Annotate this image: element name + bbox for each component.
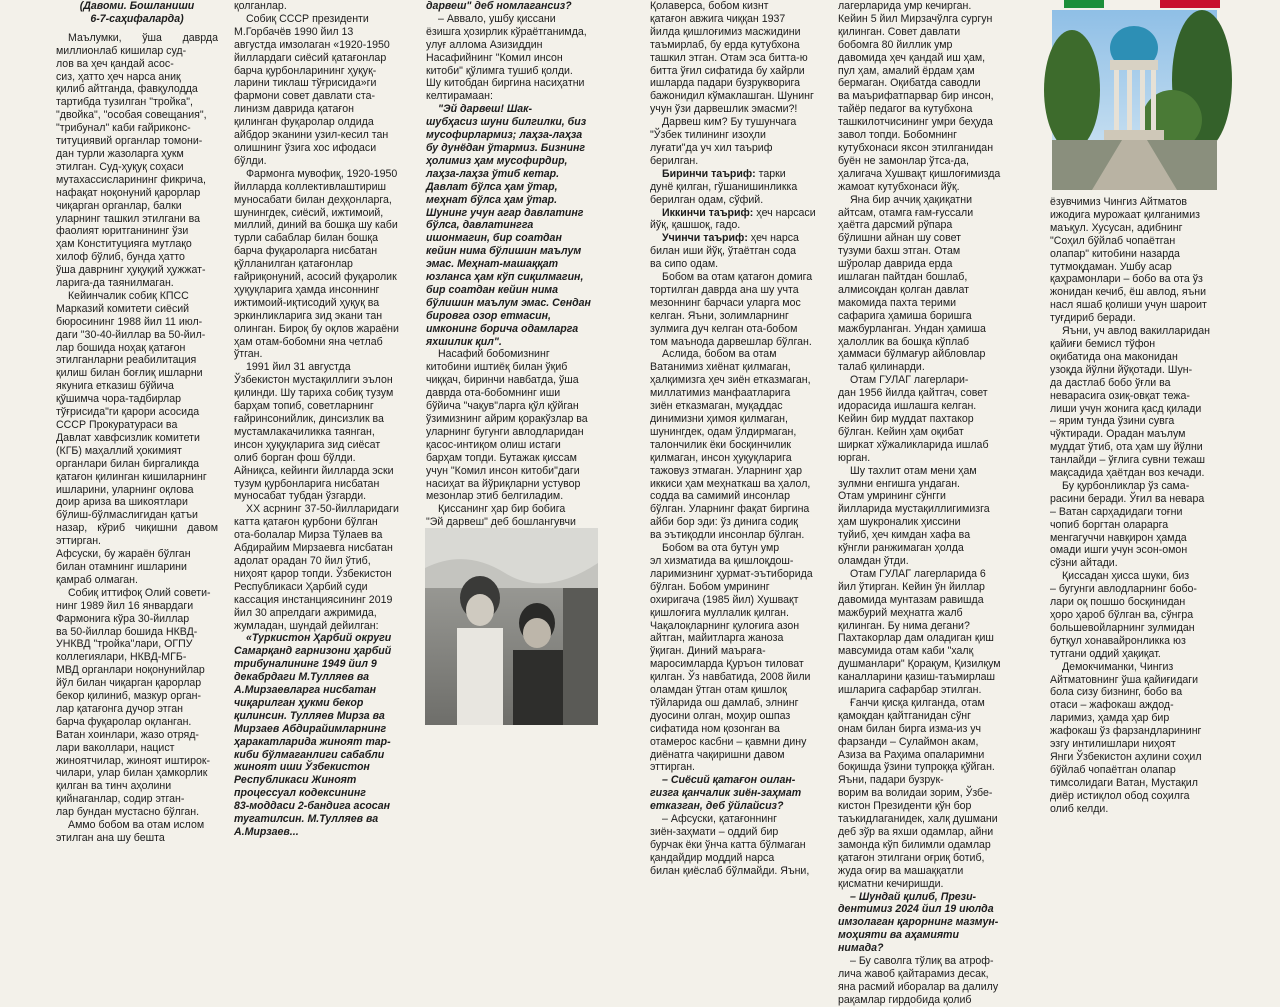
paragraph: Ғанчи қисқа қилганда, отам қамоқдан қайтганидан сўнг онам билан бирга изма-из уч фарзанди – Сулаймон акам, Азиза ва Раҳима опаларимни боқишда ўзини тупроққа қўйган. Яъни, падари бузрук- ворим ва волидаи зорим, Ўзбе- кистон Президенти қўн бор таъкидлаганидек, халқ душмани деб зўр ва яхши одамлар, айни замонда кўп билимли одамлар қатағон этилгани оғриқ ботиб, жуда оғир ва машаққатли қисматни кечиришди. [838, 696, 998, 890]
definition-3-text: ҳеч нарса билан иши йўқ, ўтаётган сода ва сипо одам. [650, 232, 799, 271]
old-family-photo-image [425, 528, 598, 725]
definition-3-label: Учинчи таъриф: [662, 232, 748, 245]
question: дарвеш" деб номлагансиз? [426, 0, 572, 12]
paragraph: Яна бир аччиқ ҳақиқатни айтсам, отамга ғам-ғуссали ҳаётга дарсмий рўпара бўлишни айнан шу совет тузуми бахш этган. Отам шўролар даврида ерда ишлаган пайтдан бошлаб, алмисоқдан қолган давлат макомида пахта терими сафарига ҳамиша боришга мажбурланган. Ундан ҳамиша ҳалоллик ва бошқа кўплаб ҳаммаси бўлмағур айбловлар талаб қилинарди. [838, 193, 986, 374]
paragraph: Бобом ва отам қатағон домига тортилган даврда ана шу учта мезоннинг барчаси уларга мос келган. Яъни, золимларнинг зулмига дуч келган ота-бобом том маънода дарвешлар бўлган. [650, 271, 813, 348]
definition-2-label: Иккинчи таъриф: [662, 206, 754, 219]
nasafi-quote: "Эй дарвеш! Шак- шубҳасиз шуни билгилки, биз мусофирлармиз; лаҳза-лаҳза бу дунёдан ўтармиз. Бизнинг ҳолимиз ҳам мусофирдир, лаҳза-лаҳза ўтиб кетар. Давлат бўлса ҳам ўтар, меҳнат бўлса ҳам ўтар. Шунинг учун агар давлатинг бўлса, давлатингга ишонмагин, бир соатдан кейин нима бўлишин маълум эмас. Меҳнат-машаққат юзланса ҳам кўп сиқилмагин, бир соатдан кейин нима бўлишин маълум эмас. Сендан бировга озор етмасин, имконинг борича одамларга яхшилик қил". [426, 103, 591, 348]
court-quote: «Туркистон Ҳарбий округи Самарқанд гарнизони ҳарбий трибуналининг 1949 йил 9 декабрдаги М.Тулляев ва А.Мирзаевларга нисбатан чиқарилган ҳукми бекор қилинсин. Тулляев Мирза ва Мирзаев Абдирайимларнинг ҳаракатларида жиноят тар- киби бўлмаганлиги сабабли жиноят иши Ўзбекистон Республикаси Жиноят процессуал кодексининг 83-моддаси 2-бандига асосан тугатилсин. М.Тулляев ва А.Мирзаев... [234, 632, 392, 838]
paragraph: Қиссадан ҳисса шуки, биз – бугунги авлодларнинг бобо- лари оқ пошшо босқинидан ҳоро ҳароб бўлган ва, сўнгра большевойларнинг зулмидан бутқул хонавайронликка юз тутгани оддий ҳақиқат. [1050, 570, 1197, 660]
definition-2-text: ҳеч нарсаси йўқ, қашшоқ, гадо. [650, 206, 816, 232]
old-family-photo [425, 528, 598, 725]
article-column-2 [234, 0, 410, 838]
header-accent-red [1160, 0, 1220, 8]
paragraph: Шу тахлит отам мени ҳам зулмни енгишга ундаган. Отам умрининг сўнгги йилларида мустақиллигимизга ҳам шукроналик ҳиссини туйиб, ҳеч кимдан хафа ва кўнгли ранжимаган ҳолда оламдан ўтди. [838, 464, 990, 567]
paragraph: Отам ГУЛАГ лагерларида 6 йил ўтирган. Кейин ўн йиллар давомида мунтазам равишда мажбурий меҳнатга жалб қилинган. Бу нима дегани? Пахтакорлар дам оладиган қиш мавсумида отам каби "халқ душманлари" Қорақум, Қизилқум каналларини қазиш-таъмирлаш ишларига сафарбар этилган. [838, 567, 1001, 697]
article-column-5 [838, 0, 1034, 1006]
article-column-4 [650, 0, 825, 877]
paragraph: Бу қурбонликлар ўз сама- расини беради. Ўғил ва невара – Ватан сарҳадидаги тоғни чопиб боргтан оларарга менгагуччи навқирон ҳамда омади ишги учун эсон-омон сўзни айтади. [1050, 479, 1205, 570]
paragraph: Собиқ СССР президенти М.Горбачёв 1990 йил 13 августда имзолаган «1920-1950 йиллардаги сиёсий қатағонлар барча қурбонларининг ҳуқуқ- ларини тиклаш тўғрисида»ги фармони совет давлати ста- линизм даврида қатағон қилинган фуқаролар олдида айбдор эканини узил-кесил тан олишнинг ўзига хос ифодаси бўлди. [234, 12, 390, 167]
memorial-rotunda-photo [1052, 10, 1217, 190]
paragraph: Аслида, бобом ва отам Ватанимиз хиёнат қилмаган, ҳалқимизга ҳеч зиён етказмаган, миллатимиз манфаатларига зиён етказмаган, муқаддас динимизни ҳимоя қилмаган, шунингдек, одам ўлдирмаган, талончилик ёки босқинчилик қилмаган, инсон ҳуқуқларига тажовуз этмаган. Уларнинг ҳар иккиси ҳам меҳнаткаш ва ҳалол, содда ва самимий инсонлар бўлган. Уларнинг фақат биргина айби бор эди: ўз динига содиқ ва эътиқодли инсонлар бўлган. [650, 348, 811, 542]
definition-1-label: Биринчи таъриф: [662, 167, 756, 180]
article-column-3 [426, 0, 594, 528]
paragraph: Яъни, уч авлод вакилларидан қайиғи бемисл тўфон оқибатида она маконидан узоқда йўлни йўқотади. Шун- да дастлаб бобо ўғли ва неварасига озиқ-овқат тежа- лиши учун жонига қасд қилади – ярим тунда ўзини сувга чўктиради. Орадан маълум муддат ўтиб, ота ҳам шу йўлни танлайди – ўғлига сувни тежаш мақсадида ҳаётдан воз кечади. [1050, 325, 1210, 480]
definition-1-text: тарки дунё қилган, гўшанишинликка берилган одам, сўфий. [650, 167, 798, 206]
interview-question: – Сиёсий қатағон оилан- гизга қанчалик зиён-заҳмат етказган, деб ўйлайсиз? [650, 774, 802, 813]
paragraph: XX асрнинг 37-50-йилларидаги катта қатағон қурбони бўлган ота-болалар Мирза Тўлаев ва Абдирайим Мирзаевга нисбатан адолат орадан 70 йил ўтиб, ниҳоят қарор топди. Ўзбекистон Республикаси Ҳарбий суди кассация инстанциясининг 2019 йил 30 апрелдаги ажримида, жумладан, шундай дейилган: [234, 503, 399, 632]
interview-question: – Шундай қилиб, Прези- дентимиз 2024 йил 19 июлда имзолаган қарорнинг мазмун- моҳияти ва аҳамияти нимада? [838, 890, 999, 955]
article-column-6 [1050, 196, 1218, 816]
header-accent-green [1064, 0, 1104, 8]
paragraph: Қолаверса, бобом кизнт қатағон авжига чиққан 1937 йилда қишлоғимиз масжидини таъмирлаб, бу ерда кутубхона ташкил этган. Отам эса битта-ю битта ўғил сифатида бу хайрли ишларда падари бузрукворига бажонидил кўмаклашган. Шунинг учун ўзи дарвешлик эмасми?! [650, 0, 814, 116]
paragraph: Кейинчалик собиқ КПСС Марказий комитети сиёсий бюросининг 1988 йил 11 июл- даги "30-40-йиллар ва 50-йил- лар бошида ноҳақ қатағон этилганларни реабилитация қилиш билан боғлиқ ишларни якунига етказиш бўйича қўшимча чора-тадбирлар тўғрисида"ги қарори асосида СССР Прокуратураси ва Давлат хавфсизлик комитети (КГБ) маҳаллий ҳокимият органлари билан биргаликда қатағон қилинган кишиларнинг ишларини, уларнинг оқлова доир ариза ва шикоятлари бўлиш-бўлмаслигидан қатъи назар, кўриб чиқишни давом эттирган. Афсуски, бу жараён бўлган билан отамнинг ишларини қамраб олмаган. [56, 289, 218, 586]
paragraph: Насафий бобомизнинг китобини иштиёқ билан ўқиб чиққач, биринчи навбатда, ўша даврда ота-бобомнинг иши бўйича "чақув"ларга қўл қўйган ўзимизнинг айрим қоракўзлар ва уларнинг бугунги авлодларидан қасос-интиқом олиш истаги барҳам топди. Бутажак қиссам учун "Комил инсон китоби"даги насиҳат ва йўриқларни устувор мезонлар этиб белгиладим. [426, 348, 588, 503]
paragraph: – Бу саволга тўлиқ ва атроф- лича жавоб қайтарамиз десак, яна расмий иборалар ва далилу рақамлар гирдобида қолиб [838, 955, 999, 1006]
paragraph: Отам ГУЛАГ лагерлари- дан 1956 йилда қайтгач, совет идорасида ишлашга келган. Кейин бир муддат пахтакор бўлган. Кейин ҳам оқибат ширкат хўжаликларида ишлаб юрган. [838, 374, 989, 464]
paragraph: – Аввало, ушбу қиссани ёзишга ҳозирлик кўраётганимда, улуғ аллома Азизиддин Насафийнинг "Комил инсон китоби" қўлимга тушиб қолди. Шу китобдан биргина насиҳатни келтирамаан: [426, 12, 587, 103]
paragraph: Қиссанинг ҳар бир бобига "Эй дарвеш" деб бошлангувчи [426, 503, 576, 529]
paragraph: Аммо бобом ва отам ислом этилган ана шу бешта [56, 819, 205, 844]
paragraph: лагерларида умр кечирган. Кейин 5 йил Мирзачўлга сургун қилинган. Совет давлати бобомга 80 йиллик умр давомида ҳеч қандай иш ҳам, пул ҳам, амалий ёрдам ҳам бермаган. Оқибатда саводли ва маърифатпарвар бир инсон, тайёр педагог ва кутубхона ташкилотчисининг умри беҳуда завол топди. Бобомнинг кутубхонаси яксон этилганидан буён не замонлар ўтса-да, ҳалигача Хушвақт қишлоғимизда жамоат кутубхонаси йўқ. [838, 0, 1001, 193]
paragraph: Собиқ иттифоқ Олий совети- нинг 1989 йил 16 январдаги Фармонига кўра 30-йиллар ва 50-йиллар бошида НКВД- УНКВД "тройка"лари, ОГПУ коллегиялари, НКВД-МГБ- МВД органлари ноқонунийлар йўл билан чиқарган қарорлар бекор қилиниб, мазкур орган- лар қатағонга дучор этган барча фуқаролар оқланган. Ватан хоинлари, жазо отряд- лари ваколлари, нацист жиноятчилар, жиноят иштирок- чилари, улар билан ҳамкорлик қилган ва тинч аҳолини қийнаганлар, содир этган- лар бундан мустасно бўлган. [56, 586, 211, 819]
continuation-note: (Давоми. Бошланиши 6-7-саҳифаларда) [79, 0, 195, 25]
paragraph: – Афсуски, қатағоннинг зиён-заҳмати – оддий бир бурчак ёки ўнча катта бўлмаган қандайдир моддий нарса билан қиёслаб бўлмайди. Яъни, [650, 813, 810, 877]
paragraph: Фармонга мувофиқ, 1920-1950 йилларда коллективлаштириш муносабати билан деҳқонларга, шунингдек, сиёсий, ижтимоий, миллий, диний ва бошқа шу каби турли сабаблар билан бошқа барча фуқароларга нисбатан қўлланилган қатағонлар ғайриқонуний, асосий фуқаролик ҳуқуқларига ҳамда инсоннинг ижтимоий-иқтисодий ҳуқуқ ва эркинликларига зид экани тан олинган. Бироқ бу оқлов жараёни ҳам отам-бобомни яна четлаб ўтган. [234, 167, 399, 361]
paragraph: Демокчиманки, Чингиз Айтматовнинг ўша қайиғидаги бола сизу бизнинг, бобо ва отаси – жафокаш аждод- ларимиз, ҳамда ҳар бир жафокаш ўз фарзандларининг эзгу интилишлари ниҳоят Янги Ўзбекистон аҳлини соҳил бўйлаб чопаётган олапар тимсолидаги Ватан, Мустақил диёр истиқлол обод соҳилга олиб келди. [1050, 660, 1202, 815]
paragraph: ёзувчимиз Чингиз Айтматов ижодига мурожаат қилганимиз маъқул. Хусусан, адибнинг "Соҳил бўйлаб чопаётган олапар" китобини назарда тутмоқдаман. Ушбу асар қаҳрамонлари – бобо ва ота ўз жонидан кечиб, ёш авлод, яъни насл яшаб қолиши учун шароит туғдириб беради. [1050, 196, 1207, 325]
paragraph: Маълумки, ўша даврда миллионлаб кишилар суд- лов ва ҳеч қандай асос- сиз, ҳатто ҳеч нарса аниқ қилиб айтганда, фавқулодда тартибда тузилган "тройка", "двойка", "особая совещания", "трибунал" каби ғайриконс- титуциявий органлар томони- дан турли жазоларга ҳукм этилган. Суд-ҳуқуқ соҳаси мутахассисларининг фикрича, нафақат ноқонуний қарорлар чиқарган органлар, балки уларнинг ташкил этилгани ва фаолият юритганининг ўзи ҳам Конституцияга мутлақо хилоф бўлиб, бунда ҳатто ўша даврнинг ҳуқуқий ҳужжат- ларига-да таянилмаган. [56, 31, 218, 290]
paragraph: 1991 йил 31 августда Ўзбекистон мустақиллиги эълон қилинди. Шу тариха собиқ тузум барҳам топиб, советларнинг ғайринсонийлик, динсизлик ва мустамлакачиликка таянган, инсон ҳуқуқларига зид сиёсат олиб борган фош бўлди. Айниқса, кейинги йилларда эски тузум қурбонларига нисбатан муносабат тубдан ўзгарди. [234, 361, 394, 503]
paragraph: қолганлар. [234, 0, 287, 12]
paragraph: Бобом ва ота бутун умр эл хизматида ва қишлоқдош- ларимизнинг ҳурмат-эътиборида бўлган. Бобом умрининг охиригача (1985 йил) Хушвақт қишлоғига муллалик қилган. Чақалоқларнинг қулоғига азон айтган, майитларга жаноза ўқиган. Диний маъраға- маросимларда Қуръон тиловат қилган. Ўз навбатида, 2008 йили оламдан ўтган отам қишлоқ тўйларида ош дамлаб, элнинг дуосини олган, моҳир ошпаз сифатида ном қозонган ва отамерос касбни – қавмни дину диёнатга чақиришни давом эттирган. [650, 542, 813, 774]
article-column-1 [56, 0, 218, 844]
memorial-rotunda-image [1052, 10, 1217, 190]
paragraph: Дарвеш ким? Бу тушунчага "Ўзбек тилининг изоҳли луғати"да уч хил таъриф берилган. [650, 116, 797, 167]
